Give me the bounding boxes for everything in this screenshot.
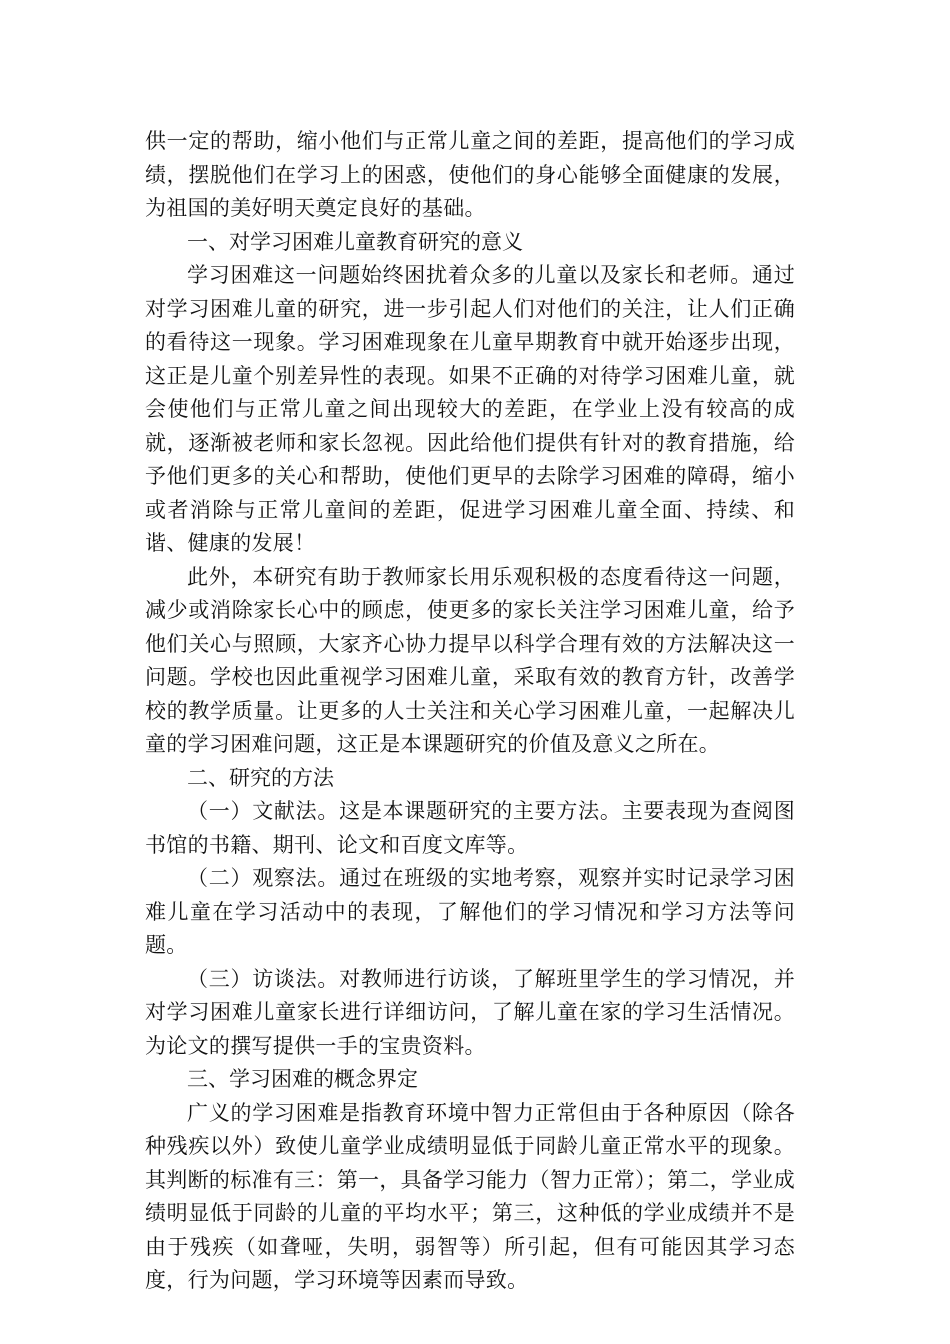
body-paragraph: （三）访谈法。对教师进行访谈，了解班里学生的学习情况，并对学习困难儿童家长进行详细访问，了解儿童在家的学习生活情况。为论文的撰写提供一手的宝贵资料。 — [145, 966, 795, 1058]
body-paragraph: 学习困难这一问题始终困扰着众多的儿童以及家长和老师。通过对学习困难儿童的研究，进一步引起人们对他们的关注，让人们正确的看待这一现象。学习困难现象在儿童早期教育中就开始逐步出现，这正是儿童个别差异性的表现。如果不正确的对待学习困难儿童，就会使他们与正常儿童之间出现较大的差距，在学业上没有较高的成就，逐渐被老师和家长忽视。因此给他们提供有针对的教育措施，给予他们更多的关心和帮助，使他们更早的去除学习困难的障碍，缩小或者消除与正常儿童间的差距，促进学习困难儿童全面、持续、和谐、健康的发展！ — [145, 263, 795, 555]
body-paragraph: 广义的学习困难是指教育环境中智力正常但由于各种原因（除各种残疾以外）致使儿童学业成绩明显低于同龄儿童正常水平的现象。其判断的标准有三：第一，具备学习能力（智力正常）；第二，学业成绩明显低于同龄的儿童的平均水平；第三，这种低的学业成绩并不是由于残疾（如聋哑，失明，弱智等）所引起，但有可能因其学习态度，行为问题，学习环境等因素而导致。 — [145, 1100, 795, 1292]
section-heading: 一、对学习困难儿童教育研究的意义 — [187, 229, 523, 254]
body-paragraph: 此外，本研究有助于教师家长用乐观积极的态度看待这一问题，减少或消除家长心中的顾虑，使更多的家长关注学习困难儿童，给予他们关心与照顾，大家齐心协力提早以科学合理有效的方法解决这一问题。学校也因此重视学习困难儿童，采取有效的教育方针，改善学校的教学质量。让更多的人士关注和关心学习困难儿童，一起解决儿童的学习困难问题，这正是本课题研究的价值及意义之所在。 — [145, 564, 795, 756]
body-paragraph: （二）观察法。通过在班级的实地考察，观察并实时记录学习困难儿童在学习活动中的表现，了解他们的学习情况和学习方法等问题。 — [145, 866, 795, 957]
document-page — [145, 125, 795, 1298]
section-heading: 三、学习困难的概念界定 — [187, 1067, 418, 1091]
section-heading: 二、研究的方法 — [187, 765, 334, 790]
body-paragraph: 供一定的帮助，缩小他们与正常儿童之间的差距，提高他们的学习成绩，摆脱他们在学习上的困惑，使他们的身心能够全面健康的发展，为祖国的美好明天奠定良好的基础。 — [145, 129, 795, 220]
body-paragraph: （一）文献法。这是本课题研究的主要方法。主要表现为查阅图书馆的书籍、期刊、论文和百度文库等。 — [145, 799, 795, 857]
